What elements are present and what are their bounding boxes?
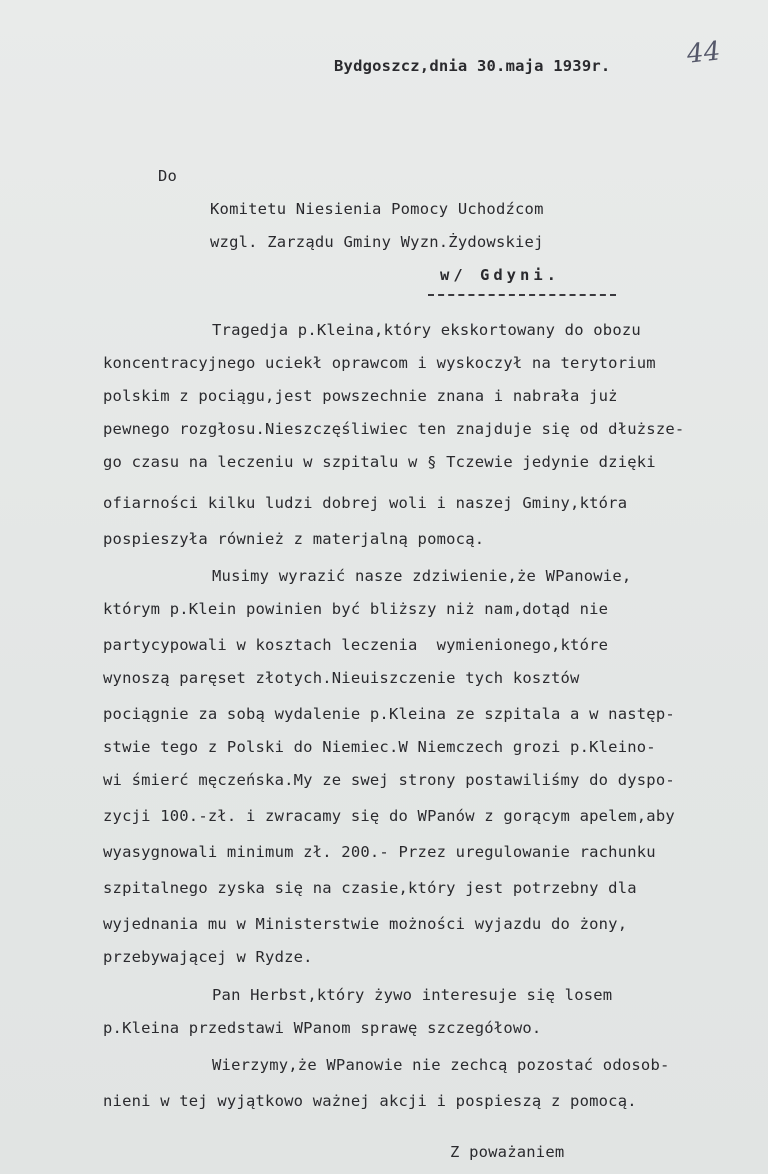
address-underline bbox=[428, 294, 616, 296]
body-line: którym p.Klein powinien być bliższy niż nam,dotąd nie bbox=[103, 600, 609, 618]
place-date: Bydgoszcz,dnia 30.maja 1939r. bbox=[334, 57, 611, 75]
body-line: wi śmierć męczeńska.My ze swej strony postawiliśmy do dyspo- bbox=[103, 771, 675, 789]
body-line: pewnego rozgłosu.Nieszczęśliwiec ten znajduje się od dłuższe- bbox=[103, 420, 685, 438]
body-line: polskim z pociągu,jest powszechnie znana i nabrała już bbox=[103, 387, 618, 405]
body-line: stwie tego z Polski do Niemiec.W Niemczech grozi p.Kleino- bbox=[103, 738, 656, 756]
closing-salutation: Z poważaniem bbox=[450, 1143, 565, 1161]
body-line: pospieszyła również z materjalną pomocą. bbox=[103, 530, 485, 548]
body-line: p.Kleina przedstawi WPanom sprawę szczegółowo. bbox=[103, 1019, 542, 1037]
body-line: przebywającej w Rydze. bbox=[103, 948, 313, 966]
body-line: Musimy wyrazić nasze zdziwienie,że WPanowie, bbox=[212, 567, 632, 585]
body-line: wyjednania mu w Ministerstwie możności wyjazdu do żony, bbox=[103, 915, 628, 933]
folio-number: 44 bbox=[685, 36, 722, 70]
body-line: Pan Herbst,który żywo interesuje się losem bbox=[212, 986, 613, 1004]
body-line: wynoszą paręset złotych.Nieuiszczenie tych kosztów bbox=[103, 669, 580, 687]
body-line: partycypowali w kosztach leczenia wymienionego,które bbox=[103, 636, 609, 654]
body-line: Tragedja p.Kleina,który ekskortowany do obozu bbox=[212, 321, 641, 339]
body-line: szpitalnego zyska się na czasie,który jest potrzebny dla bbox=[103, 879, 637, 897]
body-line: zycji 100.-zł. i zwracamy się do WPanów z gorącym apelem,aby bbox=[103, 807, 675, 825]
recipient-line-2: wzgl. Zarządu Gminy Wyzn.Żydowskiej bbox=[210, 233, 544, 251]
body-line: go czasu na leczeniu w szpitalu w § Tczewie jedynie dzięki bbox=[103, 453, 656, 471]
body-line: wyasygnowali minimum zł. 200.- Przez uregulowanie rachunku bbox=[103, 843, 656, 861]
recipient-line-1: Komitetu Niesienia Pomocy Uchodźcom bbox=[210, 200, 544, 218]
recipient-line-3: w/ Gdyni. bbox=[440, 266, 560, 284]
body-line: koncentracyjnego uciekł oprawcom i wyskoczył na terytorium bbox=[103, 354, 656, 372]
recipient-to: Do bbox=[158, 167, 178, 185]
body-line: nieni w tej wyjątkowo ważnej akcji i pospieszą z pomocą. bbox=[103, 1092, 637, 1110]
body-line: Wierzymy,że WPanowie nie zechcą pozostać odosob- bbox=[212, 1056, 670, 1074]
body-line: ofiarności kilku ludzi dobrej woli i naszej Gminy,która bbox=[103, 494, 628, 512]
body-line: pociągnie za sobą wydalenie p.Kleina ze szpitala a w następ- bbox=[103, 705, 675, 723]
